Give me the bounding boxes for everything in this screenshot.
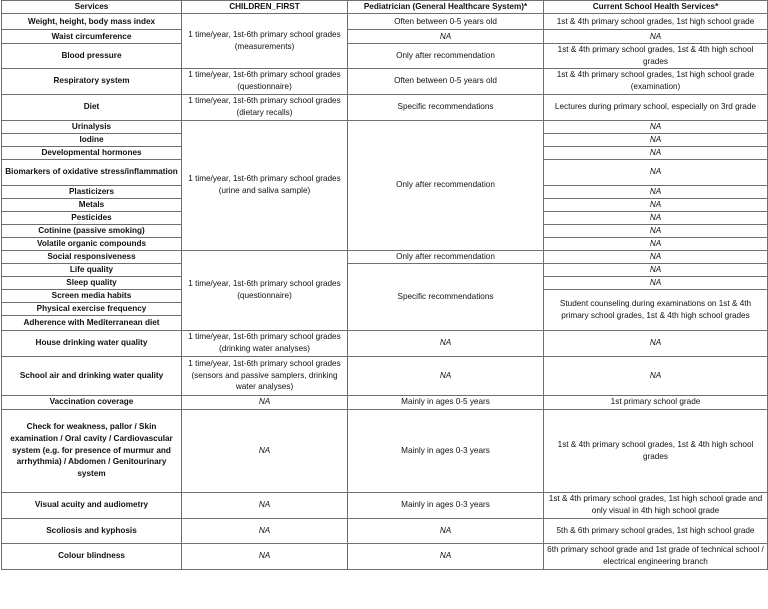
- pediatrician-cell: NA: [348, 518, 544, 543]
- school-cell: NA: [544, 237, 768, 250]
- header-services: Services: [2, 1, 182, 14]
- school-cell: NA: [544, 211, 768, 224]
- pediatrician-cell: NA: [348, 30, 544, 44]
- pediatrician-cell: Only after recommendation: [348, 250, 544, 263]
- service-cell: Volatile organic compounds: [2, 237, 182, 250]
- service-cell: Metals: [2, 198, 182, 211]
- service-cell: Pesticides: [2, 211, 182, 224]
- school-cell: NA: [544, 276, 768, 289]
- pediatrician-cell: Mainly in ages 0-5 years: [348, 395, 544, 409]
- service-cell: Physical exercise frequency: [2, 302, 182, 315]
- school-cell: 1st & 4th primary school grades, 1st & 4th high school grades: [544, 44, 768, 69]
- school-cell: NA: [544, 224, 768, 237]
- school-cell: 1st & 4th primary school grades, 1st high school grade (examination): [544, 68, 768, 94]
- table-row: [2, 30, 768, 44]
- service-cell: Urinalysis: [2, 120, 182, 133]
- school-cell: NA: [544, 159, 768, 185]
- table-row: [2, 395, 768, 409]
- pediatrician-cell: Often between 0-5 years old: [348, 14, 544, 30]
- table-row: [2, 44, 768, 69]
- service-cell: Respiratory system: [2, 68, 182, 94]
- school-cell: NA: [544, 120, 768, 133]
- service-cell: School air and drinking water quality: [2, 356, 182, 395]
- school-cell: 1st & 4th primary school grades, 1st & 4th high school grades: [544, 409, 768, 492]
- children-first-cell: NA: [182, 409, 348, 492]
- pediatrician-cell: Specific recommendations: [348, 94, 544, 120]
- pediatrician-cell: NA: [348, 543, 544, 569]
- pediatrician-cell: Often between 0-5 years old: [348, 68, 544, 94]
- service-cell: Colour blindness: [2, 543, 182, 569]
- service-cell: Cotinine (passive smoking): [2, 224, 182, 237]
- children-first-cell: NA: [182, 492, 348, 518]
- children-first-cell: 1 time/year, 1st-6th primary school grades (urine and saliva sample): [182, 120, 348, 250]
- table-row: [2, 14, 768, 30]
- children-first-cell: 1 time/year, 1st-6th primary school grades (drinking water analyses): [182, 330, 348, 356]
- school-cell: NA: [544, 198, 768, 211]
- service-cell: Visual acuity and audiometry: [2, 492, 182, 518]
- children-first-cell: 1 time/year, 1st-6th primary school grades (dietary recalls): [182, 94, 348, 120]
- service-cell: Check for weakness, pallor / Skin examination / Oral cavity / Cardiovascular system (e.g. for presence of murmur and arrhythmia) / Abdomen / Genitourinary system: [2, 409, 182, 492]
- service-cell: Vaccination coverage: [2, 395, 182, 409]
- table-row: [2, 356, 768, 395]
- school-cell: 1st primary school grade: [544, 395, 768, 409]
- pediatrician-cell: Only after recommendation: [348, 44, 544, 69]
- service-cell: House drinking water quality: [2, 330, 182, 356]
- service-cell: Plasticizers: [2, 185, 182, 198]
- pediatrician-cell: Mainly in ages 0-3 years: [348, 492, 544, 518]
- table-row: [2, 94, 768, 120]
- school-cell: NA: [544, 30, 768, 44]
- service-cell: Iodine: [2, 133, 182, 146]
- children-first-cell: NA: [182, 543, 348, 569]
- service-cell: Adherence with Mediterranean diet: [2, 315, 182, 330]
- service-cell: Social responsiveness: [2, 250, 182, 263]
- header-row: [2, 1, 768, 14]
- table-row: [2, 518, 768, 543]
- service-cell: Diet: [2, 94, 182, 120]
- header-pediatrician: Pediatrician (General Healthcare System)*: [348, 1, 544, 14]
- service-cell: Developmental hormones: [2, 146, 182, 159]
- school-cell: 6th primary school grade and 1st grade of technical school / electrical engineering branch: [544, 543, 768, 569]
- health-services-table: [1, 0, 768, 570]
- children-first-cell: NA: [182, 518, 348, 543]
- service-cell: Biomarkers of oxidative stress/inflammation: [2, 159, 182, 185]
- school-cell: NA: [544, 250, 768, 263]
- children-first-cell: 1 time/year, 1st-6th primary school grades (sensors and passive samplers, drinking water analyses): [182, 356, 348, 395]
- table-row: [2, 330, 768, 356]
- children-first-cell: 1 time/year, 1st-6th primary school grades (questionnaire): [182, 250, 348, 330]
- table-row: [2, 409, 768, 492]
- table-row: [2, 543, 768, 569]
- pediatrician-cell: Only after recommendation: [348, 120, 544, 250]
- school-cell: 5th & 6th primary school grades, 1st high school grade: [544, 518, 768, 543]
- school-cell: NA: [544, 263, 768, 276]
- children-first-cell: 1 time/year, 1st-6th primary school grades (measurements): [182, 14, 348, 69]
- service-cell: Sleep quality: [2, 276, 182, 289]
- service-cell: Blood pressure: [2, 44, 182, 69]
- school-cell: NA: [544, 330, 768, 356]
- pediatrician-cell: Mainly in ages 0-3 years: [348, 409, 544, 492]
- table-row: [2, 68, 768, 94]
- school-cell: Lectures during primary school, especially on 3rd grade: [544, 94, 768, 120]
- table-row: [2, 120, 768, 133]
- school-cell: NA: [544, 356, 768, 395]
- table-row: [2, 250, 768, 263]
- service-cell: Scoliosis and kyphosis: [2, 518, 182, 543]
- table-row: [2, 263, 768, 276]
- school-cell: 1st & 4th primary school grades, 1st high school grade and only visual in 4th high school grade: [544, 492, 768, 518]
- pediatrician-cell: NA: [348, 330, 544, 356]
- table-row: [2, 492, 768, 518]
- children-first-cell: NA: [182, 395, 348, 409]
- header-children-first: CHILDREN_FIRST: [182, 1, 348, 14]
- service-cell: Weight, height, body mass index: [2, 14, 182, 30]
- children-first-cell: 1 time/year, 1st-6th primary school grades (questionnaire): [182, 68, 348, 94]
- school-cell: NA: [544, 185, 768, 198]
- service-cell: Life quality: [2, 263, 182, 276]
- header-school: Current School Health Services*: [544, 1, 768, 14]
- pediatrician-cell: Specific recommendations: [348, 263, 544, 330]
- school-cell: NA: [544, 146, 768, 159]
- service-cell: Screen media habits: [2, 289, 182, 302]
- school-cell: NA: [544, 133, 768, 146]
- service-cell: Waist circumference: [2, 30, 182, 44]
- school-cell: 1st & 4th primary school grades, 1st high school grade: [544, 14, 768, 30]
- school-cell: Student counseling during examinations on 1st & 4th primary school grades, 1st & 4th high school grades: [544, 289, 768, 330]
- pediatrician-cell: NA: [348, 356, 544, 395]
